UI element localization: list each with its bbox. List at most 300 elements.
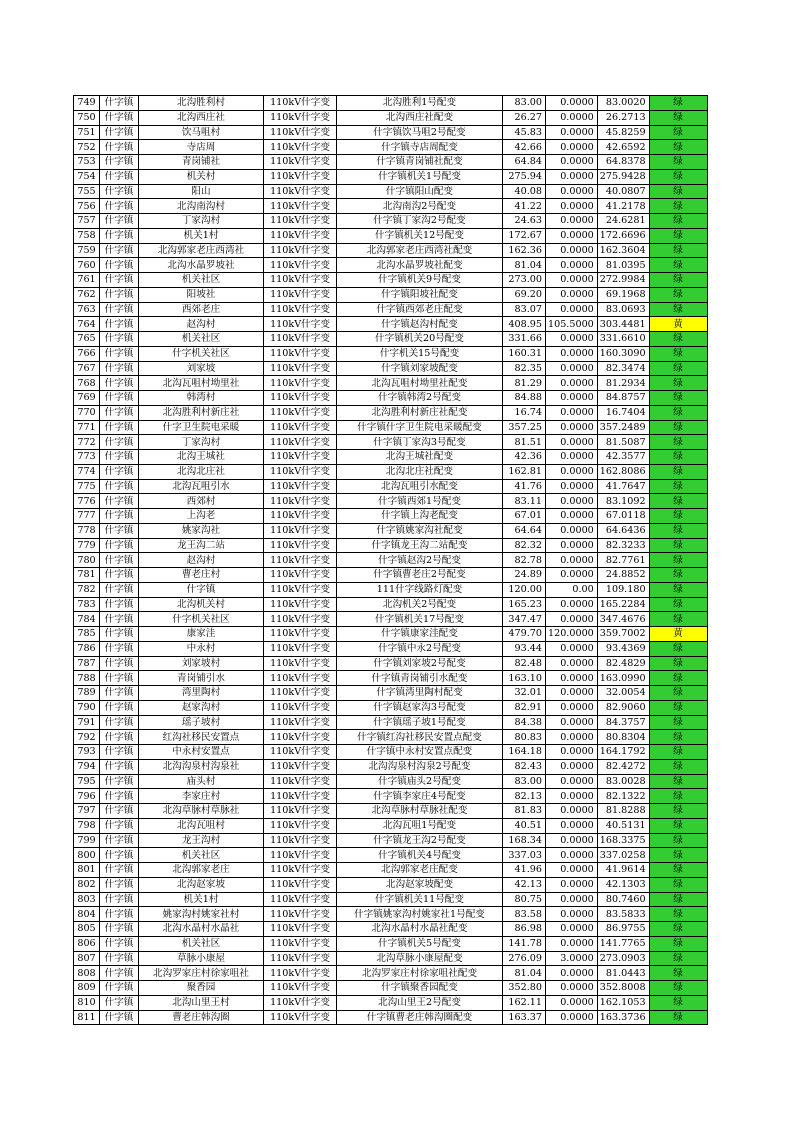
transformer-cell: 111什字线路灯配变 <box>337 582 503 597</box>
village-cell: 丁家沟村 <box>139 214 264 229</box>
village-cell: 北沟沟泉村沟泉社 <box>139 759 264 774</box>
status-cell: 绿 <box>649 671 707 686</box>
village-cell: 北沟郭家老庄西湾社 <box>139 243 264 258</box>
transformer-cell: 什字镇机关11号配变 <box>337 892 503 907</box>
table-row <box>74 715 708 730</box>
table-row <box>74 582 708 597</box>
row-number: 806 <box>74 936 100 951</box>
capacity-cell: 26.27 <box>503 110 546 125</box>
town-cell: 什字镇 <box>100 700 139 715</box>
remaining-capacity-cell: 83.0020 <box>597 96 649 111</box>
table-row <box>74 553 708 568</box>
current-load-cell: 0.0000 <box>546 361 598 376</box>
capacity-cell: 172.67 <box>503 228 546 243</box>
table-row <box>74 936 708 951</box>
transformer-cell: 北沟瓦咀引水配变 <box>337 479 503 494</box>
row-number: 771 <box>74 420 100 435</box>
status-cell: 绿 <box>649 509 707 524</box>
town-cell: 什字镇 <box>100 612 139 627</box>
capacity-cell: 82.43 <box>503 759 546 774</box>
town-cell: 什字镇 <box>100 995 139 1010</box>
current-load-cell: 0.00 <box>546 582 598 597</box>
transformer-cell: 什字镇机关17号配变 <box>337 612 503 627</box>
status-cell: 绿 <box>649 1010 707 1025</box>
town-cell: 什字镇 <box>100 523 139 538</box>
capacity-cell: 479.70 <box>503 627 546 642</box>
substation-cell: 110kV什字变 <box>264 287 337 302</box>
transformer-cell: 什字镇龙王沟2号配变 <box>337 833 503 848</box>
row-number: 807 <box>74 951 100 966</box>
remaining-capacity-cell: 165.2284 <box>597 597 649 612</box>
substation-cell: 110kV什字变 <box>264 523 337 538</box>
substation-cell: 110kV什字变 <box>264 892 337 907</box>
village-cell: 聚香园 <box>139 981 264 996</box>
substation-cell: 110kV什字变 <box>264 981 337 996</box>
status-cell: 绿 <box>649 391 707 406</box>
status-cell: 黄 <box>649 317 707 332</box>
row-number: 803 <box>74 892 100 907</box>
table-row <box>74 981 708 996</box>
status-cell: 黄 <box>649 627 707 642</box>
row-number: 794 <box>74 759 100 774</box>
capacity-cell: 331.66 <box>503 332 546 347</box>
substation-cell: 110kV什字变 <box>264 863 337 878</box>
table-row <box>74 140 708 155</box>
substation-cell: 110kV什字变 <box>264 169 337 184</box>
transformer-cell: 北沟瓦咀村坳里社配变 <box>337 376 503 391</box>
town-cell: 什字镇 <box>100 671 139 686</box>
row-number: 761 <box>74 273 100 288</box>
status-cell: 绿 <box>649 479 707 494</box>
current-load-cell: 0.0000 <box>546 184 598 199</box>
town-cell: 什字镇 <box>100 509 139 524</box>
substation-cell: 110kV什字变 <box>264 582 337 597</box>
substation-cell: 110kV什字变 <box>264 597 337 612</box>
capacity-cell: 82.32 <box>503 538 546 553</box>
row-number: 804 <box>74 907 100 922</box>
transformer-cell: 什字镇机关4号配变 <box>337 848 503 863</box>
table-row <box>74 759 708 774</box>
village-cell: 湾里陶村 <box>139 686 264 701</box>
village-cell: 什字机关社区 <box>139 346 264 361</box>
table-row <box>74 995 708 1010</box>
village-cell: 北沟瓦咀引水 <box>139 479 264 494</box>
capacity-cell: 81.51 <box>503 435 546 450</box>
remaining-capacity-cell: 24.6281 <box>597 214 649 229</box>
capacity-cell: 164.18 <box>503 745 546 760</box>
substation-cell: 110kV什字变 <box>264 627 337 642</box>
row-number: 757 <box>74 214 100 229</box>
transformer-cell: 北沟水晶罗坡社配变 <box>337 258 503 273</box>
remaining-capacity-cell: 81.2934 <box>597 376 649 391</box>
substation-cell: 110kV什字变 <box>264 258 337 273</box>
substation-cell: 110kV什字变 <box>264 715 337 730</box>
table-row <box>74 612 708 627</box>
capacity-cell: 162.11 <box>503 995 546 1010</box>
status-cell: 绿 <box>649 140 707 155</box>
village-cell: 机关社区 <box>139 332 264 347</box>
table-row <box>74 464 708 479</box>
village-cell: 刘家坡 <box>139 361 264 376</box>
town-cell: 什字镇 <box>100 951 139 966</box>
town-cell: 什字镇 <box>100 804 139 819</box>
substation-cell: 110kV什字变 <box>264 214 337 229</box>
village-cell: 北沟机关村 <box>139 597 264 612</box>
village-cell: 姚家沟村姚家社村 <box>139 907 264 922</box>
town-cell: 什字镇 <box>100 258 139 273</box>
transformer-cell: 北沟罗家庄村徐家咀社配变 <box>337 966 503 981</box>
town-cell: 什字镇 <box>100 243 139 258</box>
capacity-cell: 41.22 <box>503 199 546 214</box>
row-number: 798 <box>74 818 100 833</box>
town-cell: 什字镇 <box>100 730 139 745</box>
transformer-cell: 什字镇西郊老庄配变 <box>337 302 503 317</box>
row-number: 768 <box>74 376 100 391</box>
table-row <box>74 523 708 538</box>
current-load-cell: 0.0000 <box>546 450 598 465</box>
remaining-capacity-cell: 69.1968 <box>597 287 649 302</box>
village-cell: 机关社区 <box>139 848 264 863</box>
capacity-cell: 64.64 <box>503 523 546 538</box>
village-cell: 上沟老 <box>139 509 264 524</box>
town-cell: 什字镇 <box>100 199 139 214</box>
current-load-cell: 0.0000 <box>546 391 598 406</box>
capacity-cell: 163.37 <box>503 1010 546 1025</box>
town-cell: 什字镇 <box>100 420 139 435</box>
capacity-cell: 16.74 <box>503 405 546 420</box>
current-load-cell: 0.0000 <box>546 907 598 922</box>
capacity-cell: 82.35 <box>503 361 546 376</box>
remaining-capacity-cell: 40.0807 <box>597 184 649 199</box>
substation-cell: 110kV什字变 <box>264 804 337 819</box>
current-load-cell: 0.0000 <box>546 110 598 125</box>
capacity-cell: 273.00 <box>503 273 546 288</box>
current-load-cell: 0.0000 <box>546 877 598 892</box>
row-number: 800 <box>74 848 100 863</box>
village-cell: 青岗铺引水 <box>139 671 264 686</box>
row-number: 749 <box>74 96 100 111</box>
town-cell: 什字镇 <box>100 833 139 848</box>
village-cell: 北沟水晶村水晶社 <box>139 922 264 937</box>
status-cell: 绿 <box>649 523 707 538</box>
transformer-cell: 什字镇韩湾2号配变 <box>337 391 503 406</box>
substation-cell: 110kV什字变 <box>264 848 337 863</box>
town-cell: 什字镇 <box>100 553 139 568</box>
current-load-cell: 0.0000 <box>546 332 598 347</box>
town-cell: 什字镇 <box>100 125 139 140</box>
status-cell: 绿 <box>649 155 707 170</box>
remaining-capacity-cell: 26.2713 <box>597 110 649 125</box>
table-row <box>74 273 708 288</box>
remaining-capacity-cell: 24.8852 <box>597 568 649 583</box>
remaining-capacity-cell: 347.4676 <box>597 612 649 627</box>
current-load-cell: 0.0000 <box>546 568 598 583</box>
current-load-cell: 0.0000 <box>546 346 598 361</box>
row-number: 799 <box>74 833 100 848</box>
village-cell: 北沟王城社 <box>139 450 264 465</box>
substation-cell: 110kV什字变 <box>264 686 337 701</box>
town-cell: 什字镇 <box>100 686 139 701</box>
status-cell: 绿 <box>649 332 707 347</box>
transformer-cell: 什字镇上沟老配变 <box>337 509 503 524</box>
transformer-cell: 北沟山里王2号配变 <box>337 995 503 1010</box>
transformer-cell: 北沟郭家老庄配变 <box>337 863 503 878</box>
substation-cell: 110kV什字变 <box>264 199 337 214</box>
substation-cell: 110kV什字变 <box>264 907 337 922</box>
row-number: 792 <box>74 730 100 745</box>
table-row <box>74 361 708 376</box>
capacity-cell: 84.38 <box>503 715 546 730</box>
substation-cell: 110kV什字变 <box>264 479 337 494</box>
village-cell: 李家庄村 <box>139 789 264 804</box>
row-number: 805 <box>74 922 100 937</box>
table-row <box>74 686 708 701</box>
current-load-cell: 0.0000 <box>546 686 598 701</box>
remaining-capacity-cell: 80.8304 <box>597 730 649 745</box>
table-row <box>74 568 708 583</box>
remaining-capacity-cell: 83.5833 <box>597 907 649 922</box>
town-cell: 什字镇 <box>100 966 139 981</box>
remaining-capacity-cell: 81.8288 <box>597 804 649 819</box>
status-cell: 绿 <box>649 96 707 111</box>
table-row <box>74 789 708 804</box>
village-cell: 赵沟村 <box>139 553 264 568</box>
remaining-capacity-cell: 80.7460 <box>597 892 649 907</box>
town-cell: 什字镇 <box>100 627 139 642</box>
transformer-cell: 什字机关15号配变 <box>337 346 503 361</box>
transformer-cell: 什字镇机关20号配变 <box>337 332 503 347</box>
capacity-cell: 81.83 <box>503 804 546 819</box>
village-cell: 曹老庄韩沟圈 <box>139 1010 264 1025</box>
town-cell: 什字镇 <box>100 405 139 420</box>
village-cell: 北沟瓦咀村 <box>139 818 264 833</box>
current-load-cell: 0.0000 <box>546 523 598 538</box>
town-cell: 什字镇 <box>100 464 139 479</box>
row-number: 753 <box>74 155 100 170</box>
transformer-cell: 什字镇刘家坡2号配变 <box>337 656 503 671</box>
row-number: 793 <box>74 745 100 760</box>
town-cell: 什字镇 <box>100 155 139 170</box>
village-cell: 北沟罗家庄村徐家咀社 <box>139 966 264 981</box>
table-row <box>74 110 708 125</box>
substation-cell: 110kV什字变 <box>264 877 337 892</box>
village-cell: 北沟赵家坡 <box>139 877 264 892</box>
village-cell: 北沟瓦咀村坳里社 <box>139 376 264 391</box>
current-load-cell: 0.0000 <box>546 833 598 848</box>
status-cell: 绿 <box>649 877 707 892</box>
status-cell: 绿 <box>649 656 707 671</box>
transformer-capacity-table <box>73 95 708 1025</box>
remaining-capacity-cell: 41.9614 <box>597 863 649 878</box>
substation-cell: 110kV什字变 <box>264 951 337 966</box>
transformer-cell: 什字镇机关1号配变 <box>337 169 503 184</box>
current-load-cell: 0.0000 <box>546 273 598 288</box>
capacity-cell: 81.04 <box>503 258 546 273</box>
row-number: 775 <box>74 479 100 494</box>
capacity-cell: 42.66 <box>503 140 546 155</box>
capacity-cell: 337.03 <box>503 848 546 863</box>
transformer-cell: 北沟水晶村水晶社配变 <box>337 922 503 937</box>
town-cell: 什字镇 <box>100 538 139 553</box>
capacity-cell: 408.95 <box>503 317 546 332</box>
row-number: 760 <box>74 258 100 273</box>
village-cell: 赵沟村 <box>139 317 264 332</box>
status-cell: 绿 <box>649 214 707 229</box>
current-load-cell: 0.0000 <box>546 405 598 420</box>
table-row <box>74 774 708 789</box>
status-cell: 绿 <box>649 110 707 125</box>
transformer-cell: 什字镇中永村安置点配变 <box>337 745 503 760</box>
substation-cell: 110kV什字变 <box>264 700 337 715</box>
remaining-capacity-cell: 81.0443 <box>597 966 649 981</box>
remaining-capacity-cell: 93.4369 <box>597 641 649 656</box>
substation-cell: 110kV什字变 <box>264 789 337 804</box>
transformer-cell: 什字镇机关9号配变 <box>337 273 503 288</box>
village-cell: 西郊老庄 <box>139 302 264 317</box>
row-number: 778 <box>74 523 100 538</box>
remaining-capacity-cell: 42.1303 <box>597 877 649 892</box>
row-number: 762 <box>74 287 100 302</box>
status-cell: 绿 <box>649 346 707 361</box>
capacity-cell: 93.44 <box>503 641 546 656</box>
table-row <box>74 405 708 420</box>
status-cell: 绿 <box>649 435 707 450</box>
current-load-cell: 0.0000 <box>546 243 598 258</box>
substation-cell: 110kV什字变 <box>264 184 337 199</box>
remaining-capacity-cell: 84.3757 <box>597 715 649 730</box>
current-load-cell: 0.0000 <box>546 155 598 170</box>
table-row <box>74 597 708 612</box>
current-load-cell: 0.0000 <box>546 435 598 450</box>
current-load-cell: 0.0000 <box>546 804 598 819</box>
row-number: 781 <box>74 568 100 583</box>
town-cell: 什字镇 <box>100 96 139 111</box>
table-row <box>74 1010 708 1025</box>
current-load-cell: 0.0000 <box>546 863 598 878</box>
capacity-cell: 81.04 <box>503 966 546 981</box>
row-number: 789 <box>74 686 100 701</box>
village-cell: 北沟北庄社 <box>139 464 264 479</box>
town-cell: 什字镇 <box>100 597 139 612</box>
town-cell: 什字镇 <box>100 169 139 184</box>
capacity-cell: 24.63 <box>503 214 546 229</box>
status-cell: 绿 <box>649 745 707 760</box>
current-load-cell: 0.0000 <box>546 922 598 937</box>
remaining-capacity-cell: 64.8378 <box>597 155 649 170</box>
current-load-cell: 0.0000 <box>546 199 598 214</box>
row-number: 755 <box>74 184 100 199</box>
substation-cell: 110kV什字变 <box>264 1010 337 1025</box>
remaining-capacity-cell: 81.0395 <box>597 258 649 273</box>
current-load-cell: 0.0000 <box>546 612 598 627</box>
transformer-cell: 什字镇青岗铺社配变 <box>337 155 503 170</box>
remaining-capacity-cell: 83.0693 <box>597 302 649 317</box>
transformer-cell: 什字镇丁家沟2号配变 <box>337 214 503 229</box>
status-cell: 绿 <box>649 243 707 258</box>
remaining-capacity-cell: 40.5131 <box>597 818 649 833</box>
table-row <box>74 656 708 671</box>
transformer-cell: 北沟瓦咀1号配变 <box>337 818 503 833</box>
current-load-cell: 0.0000 <box>546 140 598 155</box>
current-load-cell: 0.0000 <box>546 287 598 302</box>
status-cell: 绿 <box>649 892 707 907</box>
table-row <box>74 228 708 243</box>
remaining-capacity-cell: 84.8757 <box>597 391 649 406</box>
transformer-cell: 什字镇曹老庄2号配变 <box>337 568 503 583</box>
capacity-cell: 40.51 <box>503 818 546 833</box>
substation-cell: 110kV什字变 <box>264 435 337 450</box>
capacity-cell: 162.81 <box>503 464 546 479</box>
capacity-cell: 83.11 <box>503 494 546 509</box>
row-number: 763 <box>74 302 100 317</box>
village-cell: 什字机关社区 <box>139 612 264 627</box>
town-cell: 什字镇 <box>100 656 139 671</box>
status-cell: 绿 <box>649 184 707 199</box>
current-load-cell: 0.0000 <box>546 1010 598 1025</box>
current-load-cell: 0.0000 <box>546 597 598 612</box>
current-load-cell: 120.0000 <box>546 627 598 642</box>
current-load-cell: 0.0000 <box>546 818 598 833</box>
status-cell: 绿 <box>649 922 707 937</box>
transformer-cell: 什字镇机关12号配变 <box>337 228 503 243</box>
substation-cell: 110kV什字变 <box>264 568 337 583</box>
capacity-cell: 83.07 <box>503 302 546 317</box>
village-cell: 北沟胜利村 <box>139 96 264 111</box>
row-number: 796 <box>74 789 100 804</box>
row-number: 752 <box>74 140 100 155</box>
village-cell: 庙头村 <box>139 774 264 789</box>
remaining-capacity-cell: 331.6610 <box>597 332 649 347</box>
village-cell: 机关社区 <box>139 273 264 288</box>
row-number: 790 <box>74 700 100 715</box>
status-cell: 绿 <box>649 936 707 951</box>
village-cell: 机关1村 <box>139 892 264 907</box>
town-cell: 什字镇 <box>100 479 139 494</box>
row-number: 766 <box>74 346 100 361</box>
town-cell: 什字镇 <box>100 922 139 937</box>
status-cell: 绿 <box>649 538 707 553</box>
transformer-cell: 什字镇机关5号配变 <box>337 936 503 951</box>
table-row <box>74 671 708 686</box>
status-cell: 绿 <box>649 833 707 848</box>
village-cell: 北沟胜利村新庄社 <box>139 405 264 420</box>
remaining-capacity-cell: 160.3090 <box>597 346 649 361</box>
substation-cell: 110kV什字变 <box>264 656 337 671</box>
village-cell: 饮马咀村 <box>139 125 264 140</box>
substation-cell: 110kV什字变 <box>264 641 337 656</box>
village-cell: 龙王沟村 <box>139 833 264 848</box>
status-cell: 绿 <box>649 951 707 966</box>
status-cell: 绿 <box>649 641 707 656</box>
status-cell: 绿 <box>649 995 707 1010</box>
town-cell: 什字镇 <box>100 332 139 347</box>
town-cell: 什字镇 <box>100 494 139 509</box>
town-cell: 什字镇 <box>100 568 139 583</box>
village-cell: 赵家沟村 <box>139 700 264 715</box>
capacity-cell: 64.84 <box>503 155 546 170</box>
table-row <box>74 479 708 494</box>
transformer-cell: 什字镇曹老庄韩沟圈配变 <box>337 1010 503 1025</box>
status-cell: 绿 <box>649 730 707 745</box>
status-cell: 绿 <box>649 981 707 996</box>
table-row <box>74 450 708 465</box>
substation-cell: 110kV什字变 <box>264 553 337 568</box>
row-number: 774 <box>74 464 100 479</box>
status-cell: 绿 <box>649 464 707 479</box>
village-cell: 曹老庄村 <box>139 568 264 583</box>
table-row <box>74 376 708 391</box>
substation-cell: 110kV什字变 <box>264 745 337 760</box>
